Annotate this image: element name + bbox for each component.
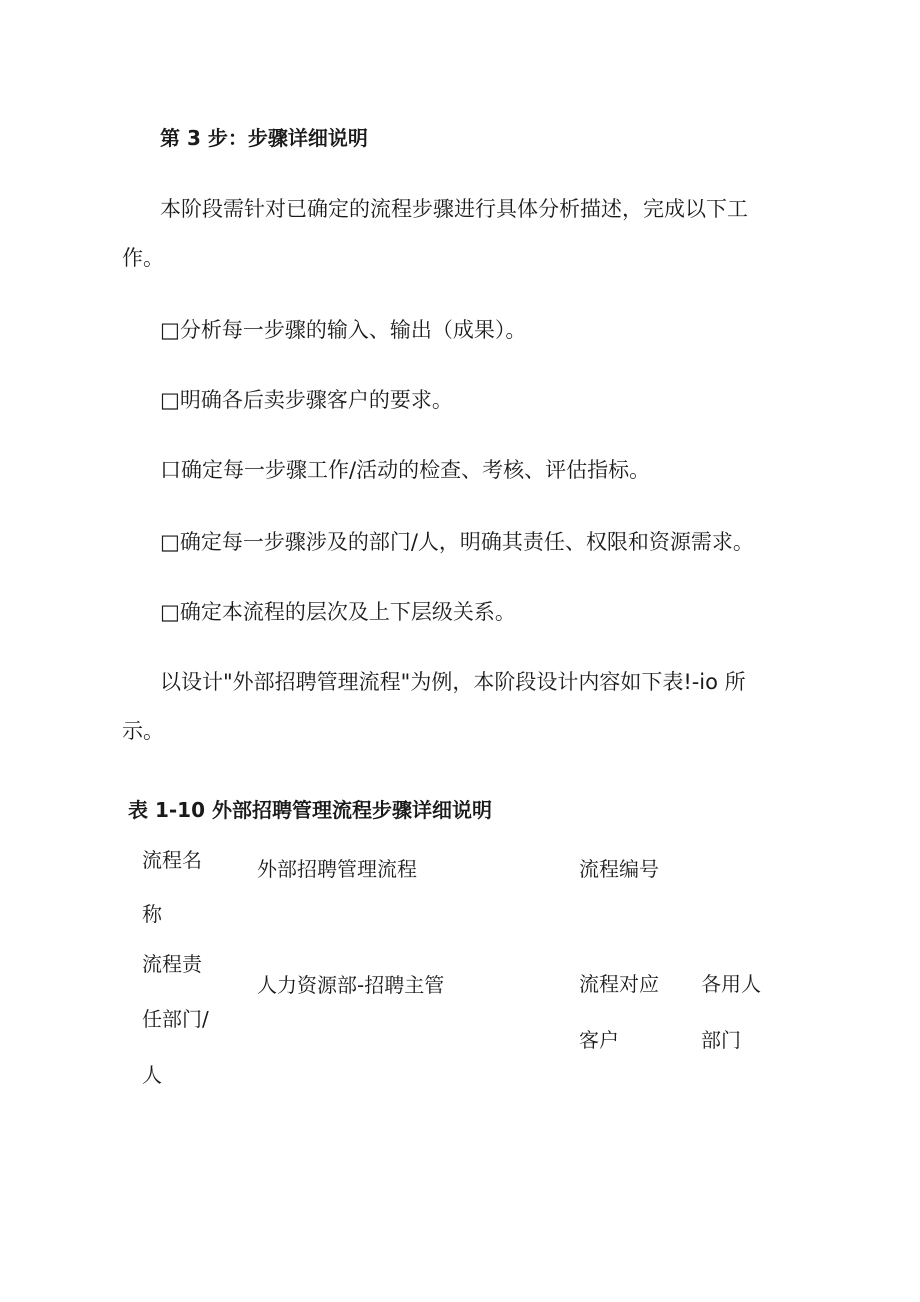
cell-customer-value: 部门 (701, 1028, 741, 1052)
cell-owner-label: 任部门/ (142, 1007, 209, 1031)
intro-line-1: 本阶段需针对已确定的流程步骤进行具体分析描述，完成以下工 (160, 197, 748, 221)
cell-process-name-label: 称 (142, 902, 162, 926)
cell-owner-label: 人 (142, 1063, 162, 1087)
bullet-item: □明确各后卖步骤客户的要求。 (160, 388, 453, 412)
example-line-1: 以设计"外部招聘管理流程"为例，本阶段设计内容如下表!-io 所 (160, 670, 746, 694)
cell-process-name-value: 外部招聘管理流程 (257, 857, 417, 881)
table-title: 表 1-10 外部招聘管理流程步骤详细说明 (128, 798, 492, 822)
cell-customer-label: 流程对应 (579, 972, 659, 996)
cell-owner-value: 人力资源部-招聘主管 (257, 973, 445, 997)
cell-customer-value: 各用人 (701, 972, 761, 996)
example-line-2: 示。 (122, 719, 164, 743)
cell-process-name-label: 流程名 (142, 848, 202, 872)
intro-line-2: 作。 (122, 246, 164, 270)
bullet-item: □确定本流程的层次及上下层级关系。 (160, 600, 516, 624)
bullet-item: 口确定每一步骤工作/活动的检查、考核、评估指标。 (160, 458, 651, 482)
cell-customer-label: 客户 (579, 1028, 619, 1052)
bullet-item: □确定每一步骤涉及的部门/人，明确其责任、权限和资源需求。 (160, 530, 754, 554)
step-heading: 第 3 步：步骤详细说明 (160, 126, 368, 150)
cell-owner-label: 流程责 (142, 952, 202, 976)
cell-process-number-label: 流程编号 (579, 857, 659, 881)
bullet-item: □分析每一步骤的输入、输出（成果）。 (160, 318, 527, 342)
